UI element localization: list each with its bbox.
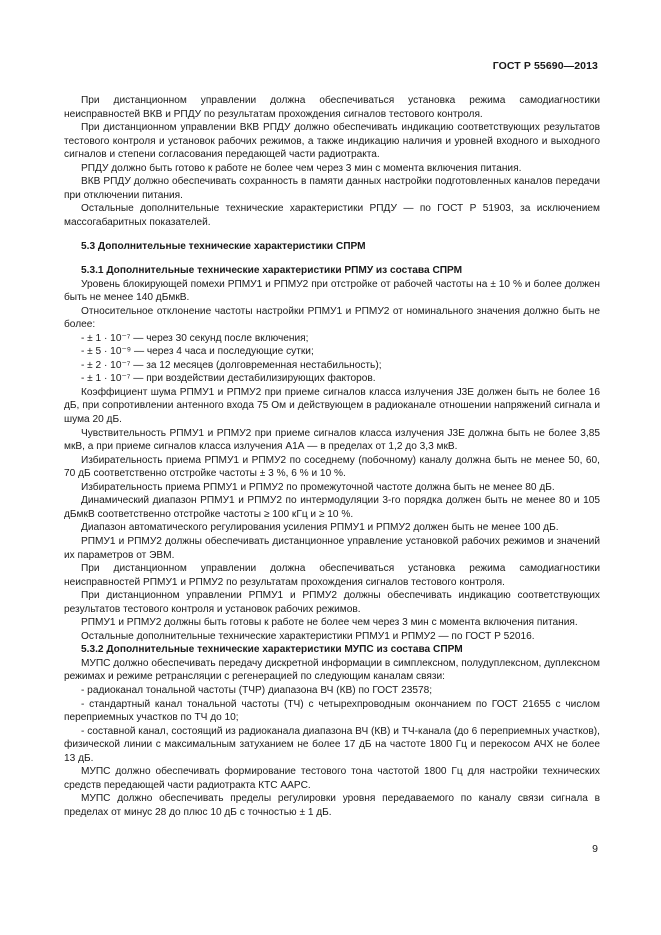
list-item: - составной канал, состоящий из радиоканала диапазона ВЧ (КВ) и ТЧ-канала (до 6 переприемных участков), физической линии с максимальным затуханием не более 17 дБ на частоте 1800 Гц и перекосом АЧХ не более 13 дБ. — [64, 725, 600, 764]
paragraph: При дистанционном управлении РПМУ1 и РПМУ2 должны обеспечивать индикацию соответствующих результатов тестового контроля и установок рабочих режимов. — [64, 590, 600, 615]
paragraph: Динамический диапазон РПМУ1 и РПМУ2 по интермодуляции 3-го порядка должен быть не менее 80 и 105 дБмкВ соответственно отстройке частоты ≥ 100 кГц и ≥ 10 %. — [64, 495, 600, 520]
document-header: ГОСТ Р 55690—2013 — [492, 60, 598, 72]
list-item: - стандартный канал тональной частоты (ТЧ) с четырехпроводным окончанием по ГОСТ 21655 с числом переприемных участков по ТЧ до 10; — [64, 698, 600, 724]
list-item: - ± 5 · 10⁻⁹ — через 4 часа и последующие сутки; — [81, 346, 314, 358]
paragraph: МУПС должно обеспечивать передачу дискретной информации в симплексном, полудуплексном, дуплексном режимах и режиме ретрансляции с регенерацией по следующим каналам связи: — [64, 657, 600, 683]
paragraph: Избирательность приема РПМУ1 и РПМУ2 по соседнему (побочному) каналу должна быть не менее 50, 60, 70 дБ соответственно отстройке частоты ± 3 %, 6 % и 10 %. — [64, 454, 600, 480]
paragraph: Диапазон автоматического регулирования усиления РПМУ1 и РПМУ2 должен быть не менее 100 дБ. — [81, 522, 559, 534]
subsection-heading: 5.3.2 Дополнительные технические характеристики МУПС из состава СПРМ — [81, 644, 463, 656]
paragraph: Уровень блокирующей помехи РПМУ1 и РПМУ2 при отстройке от рабочей частоты на ± 10 % и более должен быть не менее 140 дБмкВ. — [64, 278, 600, 304]
paragraph: Избирательность приема РПМУ1 и РПМУ2 по промежуточной частоте должна быть не менее 80 дБ. — [81, 481, 555, 493]
page-number: 9 — [592, 843, 598, 855]
paragraph: При дистанционном управлении ВКВ РПДУ должно обеспечивать индикацию соответствующих результатов тестового контроля и установок рабочих режимов, а также индикацию наличия и уровней входного и выходного сигналов и степени согласования передающей части радиотракта. — [64, 122, 600, 161]
document-body — [64, 94, 600, 819]
list-item: - ± 1 · 10⁻⁷ — через 30 секунд после включения; — [81, 332, 309, 344]
paragraph: Относительное отклонение частоты настройки РПМУ1 и РПМУ2 от номинального значения должно быть не более: — [64, 305, 600, 331]
list-item: - ± 2 · 10⁻⁷ — за 12 месяцев (долговременная нестабильность); — [81, 359, 382, 371]
paragraph: Чувствительность РПМУ1 и РПМУ2 при приеме сигналов класса излучения J3E должна быть не более 3,85 мкВ, а при приеме сигналов класса излучения А1А — в пределах от 1,2 до 3,3 мкВ. — [64, 427, 600, 453]
list-item: - ± 1 · 10⁻⁷ — при воздействии дестабилизирующих факторов. — [81, 373, 376, 385]
paragraph: Остальные дополнительные технические характеристики РПДУ — по ГОСТ Р 51903, за исключением массогабаритных показателей. — [64, 203, 600, 228]
paragraph: РПДУ должно быть готово к работе не более чем через 3 мин с момента включения питания. — [81, 162, 522, 174]
paragraph: МУПС должно обеспечивать формирование тестового тона частотой 1800 Гц для настройки технических средств передающей части радиотракта КТС ААРС. — [64, 766, 600, 791]
paragraph: МУПС должно обеспечивать пределы регулировки уровня передаваемого по каналу связи сигнала в пределах от минус 28 до плюс 10 дБ с точностью ± 1 дБ. — [64, 793, 600, 818]
paragraph: Остальные дополнительные технические характеристики РПМУ1 и РПМУ2 — по ГОСТ Р 52016. — [81, 630, 535, 642]
subsection-heading: 5.3.1 Дополнительные технические характеристики РПМУ из состава СПРМ — [81, 265, 463, 277]
section-heading: 5.3 Дополнительные технические характеристики СПРМ — [81, 241, 366, 253]
paragraph: РПМУ1 и РПМУ2 должны обеспечивать дистанционное управление установкой рабочих режимов и значений их параметров от ЭВМ. — [64, 535, 600, 561]
paragraph: Коэффициент шума РПМУ1 и РПМУ2 при приеме сигналов класса излучения J3E должен быть не более 16 дБ, при сопротивлении антенного входа 75 Ом и действующем в радиоканале отношении напряжений сигнала и шума 20 дБ. — [64, 386, 600, 426]
paragraph: При дистанционном управлении должна обеспечиваться установка режима самодиагностики неисправностей ВКВ и РПДУ по результатам прохождения сигналов тестового контроля. — [64, 95, 600, 120]
paragraph: РПМУ1 и РПМУ2 должны быть готовы к работе не более чем через 3 мин с момента включения питания. — [81, 617, 578, 629]
paragraph: При дистанционном управлении должна обеспечиваться установка режима самодиагностики неисправностей РПМУ1 и РПМУ2 по результатам прохождения сигналов тестового контроля. — [64, 563, 600, 588]
list-item: - радиоканал тональной частоты (ТЧР) диапазона ВЧ (КВ) по ГОСТ 23578; — [81, 684, 433, 696]
paragraph: ВКВ РПДУ должно обеспечивать сохранность в памяти данных настройки подготовленных каналов передачи при отключении питания. — [64, 176, 600, 201]
